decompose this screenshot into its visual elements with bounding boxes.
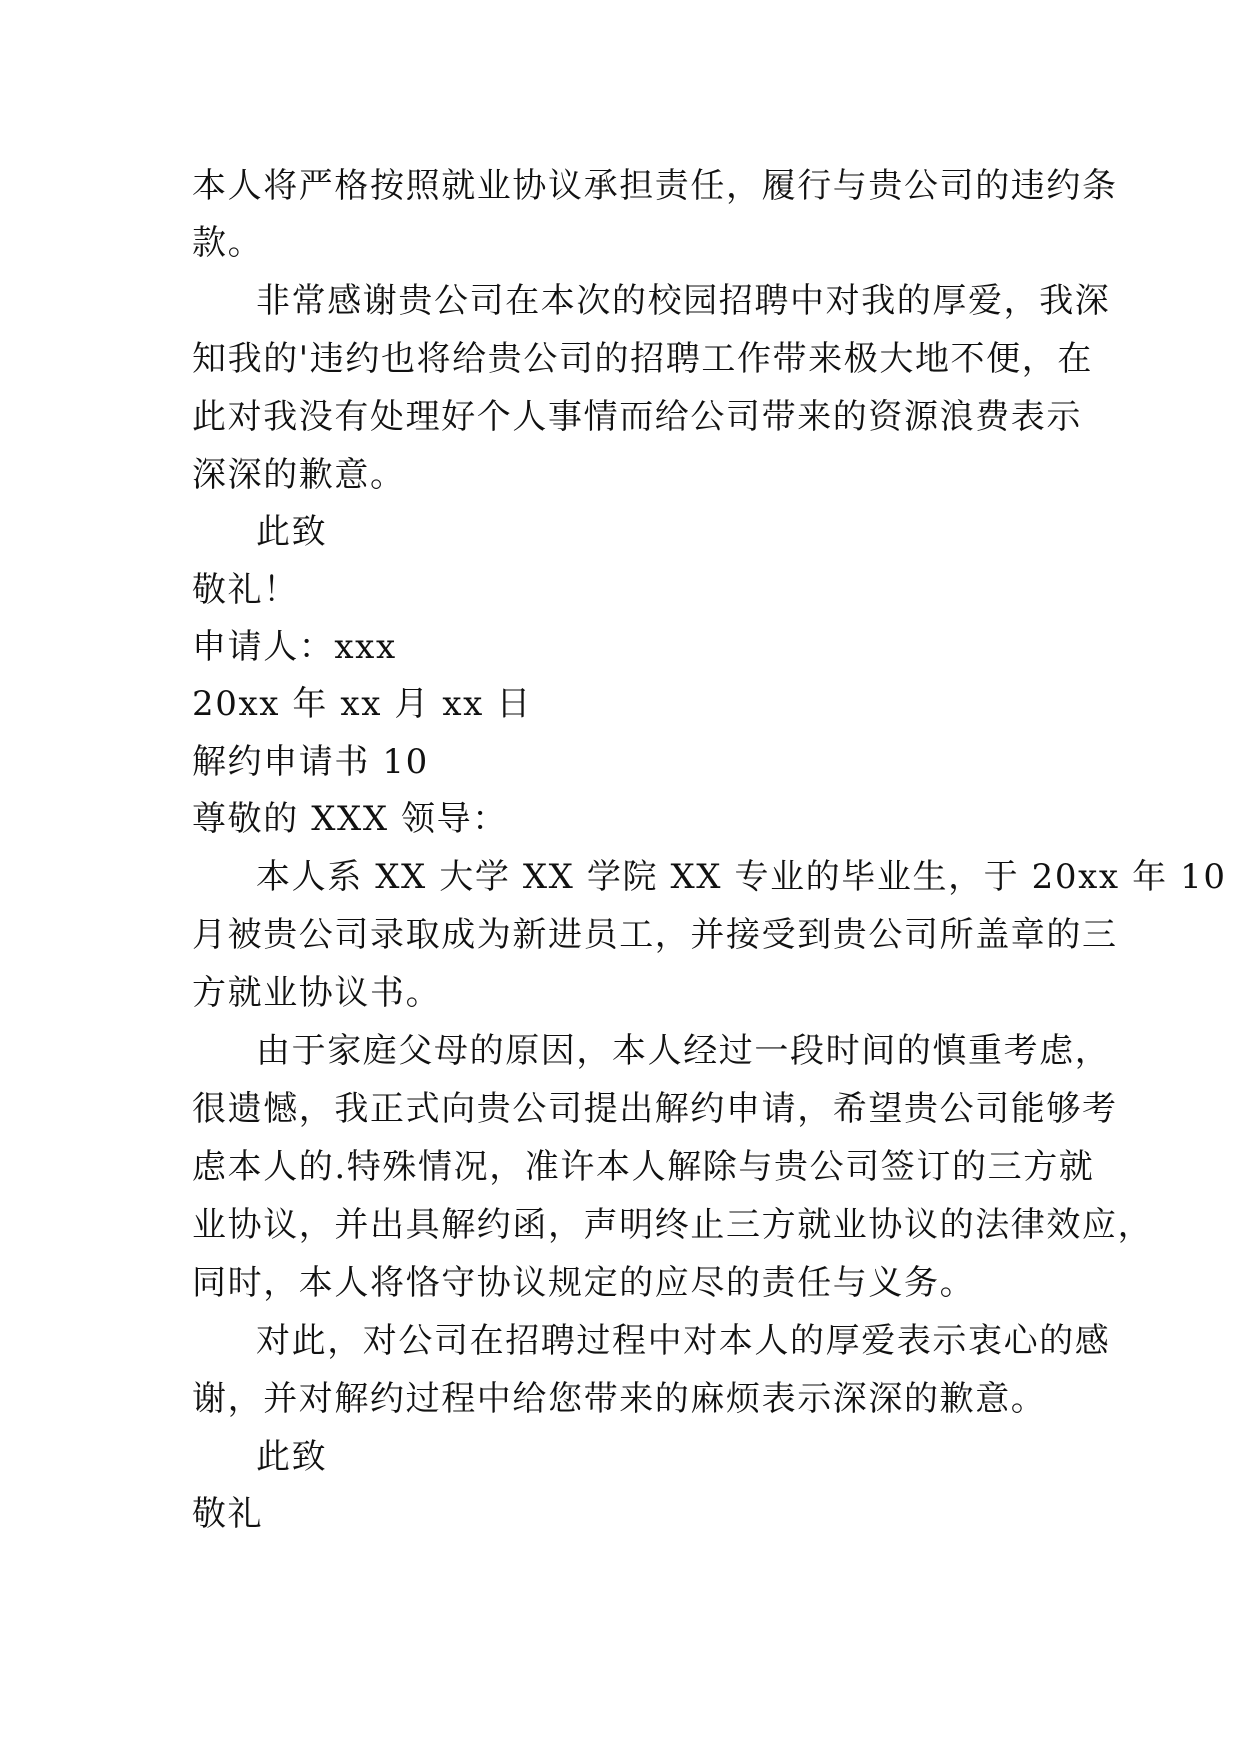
text-line: 月被贵公司录取成为新进员工，并接受到贵公司所盖章的三 bbox=[192, 915, 1118, 955]
text-line: 很遗憾，我正式向贵公司提出解约申请，希望贵公司能够考 bbox=[192, 1089, 1118, 1129]
text-line: 由于家庭父母的原因，本人经过一段时间的慎重考虑， bbox=[256, 1031, 1111, 1071]
salutation-line: 尊敬的 XXX 领导： bbox=[192, 799, 508, 839]
text-line: 方就业协议书。 bbox=[192, 973, 442, 1013]
closing-line: 此致 bbox=[256, 512, 328, 552]
text-line: 本人系 XX 大学 XX 学院 XX 专业的毕业生，于 20xx 年 10 bbox=[256, 857, 1227, 897]
closing-line: 此致 bbox=[256, 1437, 328, 1477]
text-line: 深深的歉意。 bbox=[192, 455, 406, 495]
section-title: 解约申请书 10 bbox=[192, 742, 429, 782]
text-line: 虑本人的.特殊情况，准许本人解除与贵公司签订的三方就 bbox=[192, 1147, 1095, 1187]
applicant-line: 申请人：xxx bbox=[192, 627, 397, 667]
text-line: 此对我没有处理好个人事情而给公司带来的资源浪费表示 bbox=[192, 397, 1082, 437]
text-line: 谢，并对解约过程中给您带来的麻烦表示深深的歉意。 bbox=[192, 1379, 1047, 1419]
text-line: 知我的'违约也将给贵公司的招聘工作带来极大地不便，在 bbox=[192, 339, 1093, 379]
text-line: 款。 bbox=[192, 223, 264, 263]
text-line: 同时，本人将恪守协议规定的应尽的责任与义务。 bbox=[192, 1263, 976, 1303]
closing-line: 敬礼！ bbox=[192, 570, 299, 610]
date-line: 20xx 年 xx 月 xx 日 bbox=[192, 684, 532, 724]
text-line: 业协议，并出具解约函，声明终止三方就业协议的法律效应， bbox=[192, 1205, 1154, 1245]
text-line: 本人将严格按照就业协议承担责任，履行与贵公司的违约条 bbox=[192, 166, 1118, 206]
closing-line: 敬礼 bbox=[192, 1494, 264, 1534]
text-line: 非常感谢贵公司在本次的校园招聘中对我的厚爱，我深 bbox=[256, 281, 1111, 321]
text-line: 对此，对公司在招聘过程中对本人的厚爱表示衷心的感 bbox=[256, 1321, 1111, 1361]
